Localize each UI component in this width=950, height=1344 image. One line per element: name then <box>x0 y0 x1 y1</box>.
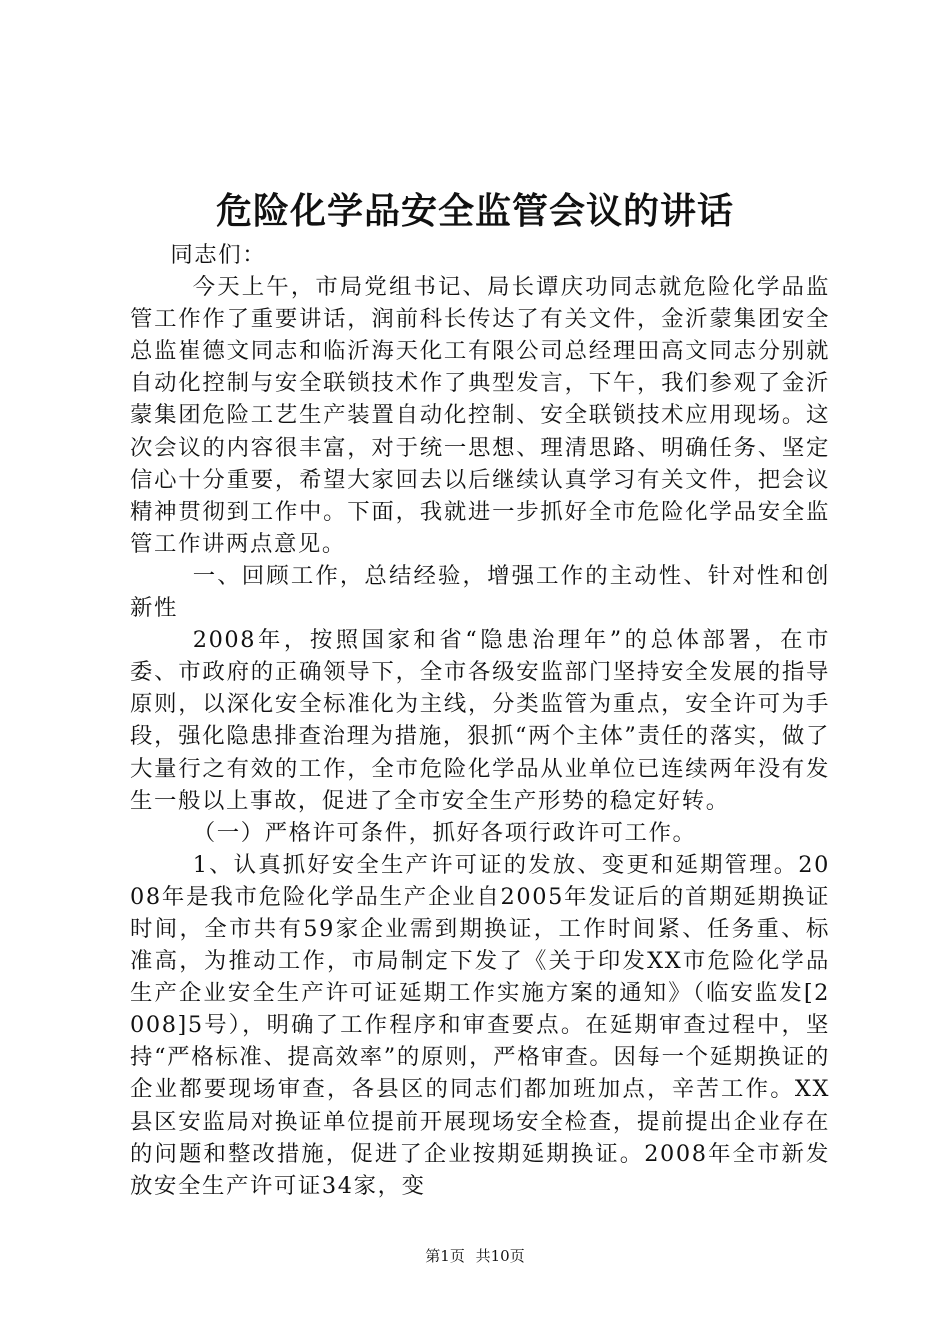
document-body <box>130 239 830 1202</box>
subsection-heading: （一）严格许可条件，抓好各项行政许可工作。 <box>192 819 697 846</box>
intro-paragraph: 今天上午，市局党组书记、局长谭庆功同志就危险化学品监管工作作了重要讲话，润前科长传达了有关文件，金沂蒙集团安全总监崔德文同志和临沂海天化工有限公司总经理田高文同志分别就自动化控制与安全联锁技术作了典型发言，下午，我们参观了金沂蒙集团危险工艺生产装置自动化控制、安全联锁技术应用现场。这次会议的内容很丰富，对于统一思想、理清思路、明确任务、坚定信心十分重要，希望大家回去以后继续认真学习有关文件，把会议精神贯彻到工作中。下面，我就进一步抓好全市危险化学品安全监管工作讲两点意见。 <box>130 274 830 557</box>
body-paragraph: 2008年，按照国家和省“隐患治理年”的总体部署，在市委、市政府的正确领导下，全市各级安监部门坚持安全发展的指导原则，以深化安全标准化为主线，分类监管为重点，安全许可为手段，强化隐患排查治理为措施，狠抓“两个主体”责任的落实，做了大量行之有效的工作，全市危险化学品从业单位已连续两年没有发生一般以上事故，促进了全市安全生产形势的稳定好转。 <box>130 627 830 814</box>
page-footer <box>0 1246 950 1266</box>
document-title: 危险化学品安全监管会议的讲话 <box>215 190 734 232</box>
greeting-paragraph: 同志们： <box>170 242 267 268</box>
page-number: 第1页 <box>425 1247 465 1265</box>
page-total: 共10页 <box>475 1247 525 1265</box>
body-paragraph: 1、认真抓好安全生产许可证的发放、变更和延期管理。2008年是我市危险化学品生产企业自2005年发证后的首期延期换证时间，全市共有59家企业需到期换证，工作时间紧、任务重、标准高，为推动工作，市局制定下发了《关于印发XX市危险化学品生产企业安全生产许可证延期工作实施方案的通知》（临安监发[2008]5号），明确了工作程序和审查要点。在延期审查过程中，坚持“严格标准、提高效率”的原则，严格审查。因每一个延期换证的企业都要现场审查，各县区的同志们都加班加点，辛苦工作。XX县区安监局对换证单位提前开展现场安全检查，提前提出企业存在的问题和整改措施，促进了企业按期延期换证。2008年全市新发放安全生产许可证34家，变 <box>130 851 830 1199</box>
section-heading: 一、回顾工作，总结经验，增强工作的主动性、针对性和创新性 <box>130 562 830 622</box>
